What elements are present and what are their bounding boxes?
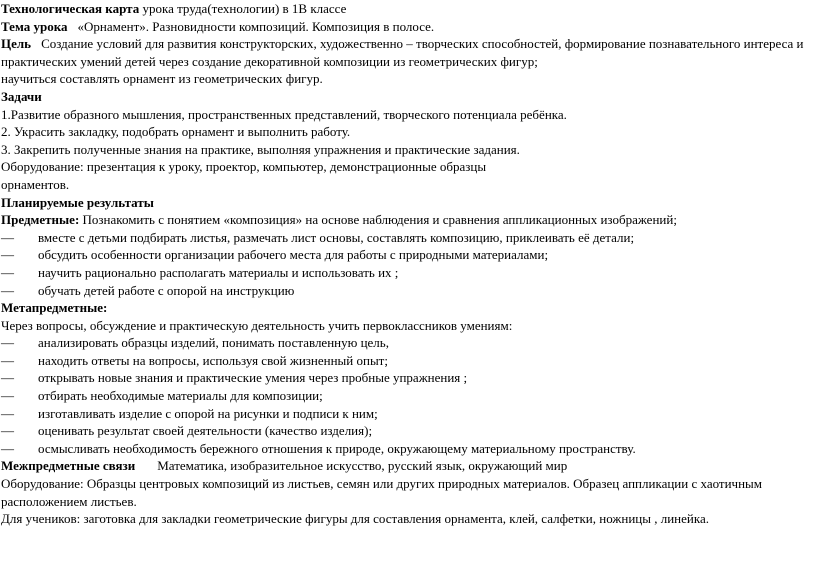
interdisciplinary-text: Математика, изобразительное искусство, русский язык, окружающий мир	[157, 458, 568, 474]
list-item	[1, 334, 813, 352]
list-item	[1, 405, 813, 423]
topic-line	[1, 18, 813, 36]
dash-marker: —	[1, 423, 14, 439]
list-item-text: находить ответы на вопросы, используя свой жизненный опыт;	[38, 352, 388, 368]
title-line	[1, 0, 813, 18]
equipment-line-1: Оборудование: презентация к уроку, проектор, компьютер, демонстрационные образцы	[1, 159, 487, 175]
meta-heading-text: Метапредметные:	[1, 300, 108, 316]
task-item-3: 3. Закрепить полученные знания на практике, выполняя упражнения и практические задания.	[1, 141, 520, 157]
equipment-paragraph-2: Оборудование: Образцы центровых композиций из листьев, семян или других природных материалов. Образец аппликации с хаотичным расположением листьев.	[1, 476, 763, 509]
list-item-text: осмысливать необходимость бережного отношения к природе, окружающему материальному пространству.	[38, 440, 636, 456]
list-item	[1, 352, 813, 370]
dash-marker: —	[1, 388, 14, 404]
subject-text: Познакомить с понятием «композиция» на основе наблюдения и сравнения аппликационных изображений;	[82, 212, 677, 228]
task-item-1: 1.Развитие образного мышления, пространственных представлений, творческого потенциала ребёнка.	[1, 106, 567, 122]
list-item	[1, 440, 813, 458]
equipment-line-2: орнаментов.	[1, 176, 70, 192]
list-item	[1, 229, 813, 247]
list-item-text: оценивать результат своей деятельности (качество изделия);	[38, 423, 373, 439]
interdisciplinary-label: Межпредметные связи	[1, 458, 136, 474]
students-line: Для учеников: заготовка для закладки геометрические фигуры для составления орнамента, клей, салфетки, ножницы , линейка.	[1, 511, 709, 527]
title-text: урока труда(технологии) в 1В классе	[142, 1, 347, 16]
list-item	[1, 422, 813, 440]
goal-text-2: научиться составлять орнамент из геометрических фигур.	[1, 71, 323, 87]
results-heading	[1, 194, 813, 212]
list-item-text: научить рационально располагать материалы и использовать их ;	[38, 264, 399, 280]
title-label: Технологическая карта	[1, 1, 140, 16]
meta-intro: Через вопросы, обсуждение и практическую деятельность учить первоклассников умениям:	[1, 317, 513, 333]
topic-label: Тема урока	[1, 18, 68, 34]
list-item	[1, 246, 813, 264]
dash-marker: —	[1, 352, 14, 368]
dash-marker: —	[1, 335, 14, 351]
dash-marker: —	[1, 247, 14, 263]
list-item-text: изготавливать изделие с опорой на рисунки и подписи к ним;	[38, 405, 378, 421]
list-item	[1, 264, 813, 282]
list-item-text: отбирать необходимые материалы для композиции;	[38, 388, 323, 404]
tasks-heading	[1, 88, 813, 106]
tasks-heading-text: Задачи	[1, 88, 42, 104]
list-item	[1, 387, 813, 405]
dash-marker: —	[1, 370, 14, 386]
goal-paragraph	[1, 35, 813, 70]
subject-label: Предметные:	[1, 212, 80, 228]
dash-marker: —	[1, 264, 14, 280]
list-item-text: открывать новые знания и практические умения через пробные упражнения ;	[38, 370, 468, 386]
list-item-text: вместе с детьми подбирать листья, размечать лист основы, составлять композицию, приклеивать её детали;	[38, 229, 635, 245]
results-heading-text: Планируемые результаты	[1, 194, 154, 210]
meta-heading	[1, 299, 813, 317]
topic-text: «Орнамент». Разновидности композиций. Композиция в полосе.	[77, 18, 435, 34]
list-item	[1, 369, 813, 387]
dash-marker: —	[1, 229, 14, 245]
interdisciplinary-line	[1, 457, 813, 475]
dash-marker: —	[1, 440, 14, 456]
list-item-text: обучать детей работе с опорой на инструкцию	[38, 282, 295, 298]
subject-results-line	[1, 211, 813, 229]
task-item-2: 2. Украсить закладку, подобрать орнамент и выполнить работу.	[1, 124, 351, 140]
list-item-text: обсудить особенности организации рабочего места для работы с природными материалами;	[38, 247, 549, 263]
goal-label: Цель	[1, 36, 32, 52]
dash-marker: —	[1, 405, 14, 421]
list-item	[1, 282, 813, 300]
list-item-text: анализировать образцы изделий, понимать поставленную цель,	[38, 335, 389, 351]
dash-marker: —	[1, 282, 14, 298]
goal-text: Создание условий для развития конструкторских, художественно – творческих способностей, формирование познавательного интереса и практических умений детей через создание декоративной композиции из геометрических фигур;	[1, 36, 804, 69]
